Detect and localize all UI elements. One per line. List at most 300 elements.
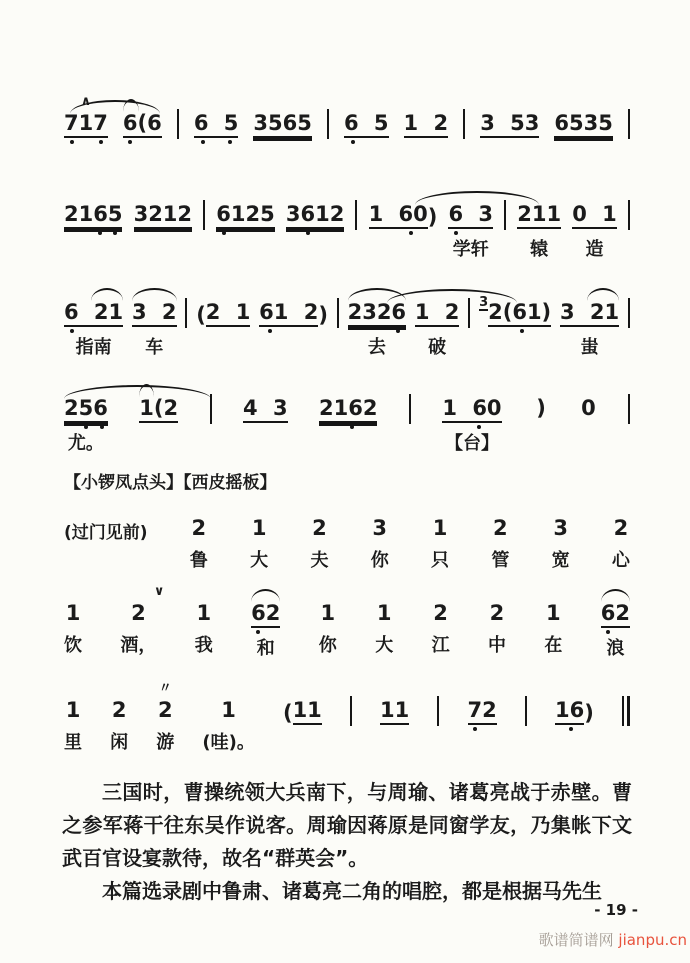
octave-dot-row bbox=[286, 229, 344, 237]
note-group bbox=[580, 380, 596, 453]
note-numbers bbox=[320, 601, 335, 625]
octave-dot-row bbox=[319, 625, 337, 633]
note-value: 1 bbox=[196, 601, 212, 625]
lyric-syllable: 中 bbox=[487, 635, 506, 656]
lyric-syllable: 去 bbox=[367, 337, 386, 358]
barline bbox=[327, 109, 329, 139]
octave-dot-row bbox=[216, 229, 274, 237]
octave-dot-row bbox=[375, 625, 393, 633]
lyric-syllable: 破 bbox=[428, 337, 447, 358]
note-value: 2 bbox=[613, 516, 629, 540]
note-numbers bbox=[517, 202, 561, 229]
note-numbers bbox=[252, 516, 267, 540]
note-group bbox=[319, 380, 377, 456]
octave-dot-row bbox=[415, 327, 460, 335]
octave-dot-row bbox=[348, 327, 406, 335]
octave-dot-row bbox=[64, 423, 108, 431]
note-value: 3 bbox=[553, 516, 568, 540]
note-group bbox=[554, 95, 612, 171]
low-octave-dot bbox=[98, 231, 102, 235]
octave-dot-row bbox=[380, 725, 409, 733]
lyric-syllable: 饮 bbox=[64, 635, 82, 656]
note-numbers bbox=[66, 601, 81, 625]
low-octave-dot bbox=[454, 231, 458, 235]
octave-dot-row bbox=[572, 229, 617, 237]
octave-dot-row bbox=[123, 138, 162, 146]
lyric-syllable: 指南 bbox=[75, 337, 112, 358]
note-value: 2 bbox=[493, 516, 508, 540]
note-group bbox=[286, 186, 344, 262]
note-group bbox=[110, 682, 128, 755]
breath-mark-icon: ∨ bbox=[153, 584, 165, 599]
slur-arc bbox=[91, 288, 124, 301]
lyric-syllable: 辕 bbox=[530, 239, 549, 260]
low-octave-dot bbox=[268, 329, 272, 333]
close-paren: ) bbox=[427, 205, 438, 229]
lyric-syllable: 浪 bbox=[606, 638, 625, 659]
octave-dot-row bbox=[431, 540, 449, 548]
note-value: 61 2 bbox=[259, 300, 318, 327]
lyric-syllable: 酒， bbox=[120, 635, 157, 656]
octave-dot-row bbox=[488, 625, 506, 633]
octave-dot-row bbox=[202, 722, 254, 730]
note-numbers bbox=[546, 601, 561, 625]
lyric-syllable: 造 bbox=[585, 239, 604, 260]
note-value: 2 bbox=[191, 516, 207, 540]
note-group bbox=[64, 284, 123, 360]
lyric-syllable: 夫 bbox=[310, 550, 329, 571]
low-octave-dot bbox=[350, 425, 354, 429]
note-value: 6 21 bbox=[64, 300, 123, 327]
lyric-syllable: 江 bbox=[431, 635, 450, 656]
inline-annotation: (过门见前) bbox=[64, 523, 148, 543]
barline bbox=[185, 298, 187, 328]
octave-dot-row bbox=[283, 725, 322, 733]
note-numbers bbox=[581, 396, 596, 420]
octave-dot-row bbox=[196, 327, 250, 335]
barline bbox=[203, 200, 205, 230]
note-value: 1 bbox=[376, 601, 392, 625]
low-octave-dot bbox=[222, 231, 226, 235]
note-group bbox=[310, 500, 328, 573]
octave-dot-row bbox=[344, 138, 389, 146]
lyric-syllable: 大 bbox=[250, 550, 269, 571]
note-numbers bbox=[442, 396, 501, 423]
note-value: 1 2 bbox=[415, 300, 460, 327]
note-numbers bbox=[601, 601, 630, 628]
octave-dot-row bbox=[560, 327, 619, 335]
note-numbers bbox=[312, 516, 327, 540]
lyric-syllable: 学轩 bbox=[452, 239, 489, 260]
note-numbers bbox=[480, 111, 539, 138]
note-value: 1(2 bbox=[139, 396, 178, 423]
note-value: 2 bbox=[433, 601, 448, 625]
lyric-syllable: 蚩 bbox=[580, 337, 599, 358]
open-paren: ( bbox=[282, 701, 293, 725]
lyric-syllable: 游 bbox=[156, 732, 175, 753]
low-octave-dot bbox=[100, 425, 104, 429]
note-value: 3612 bbox=[286, 202, 344, 229]
ornament-icon: 〃 bbox=[158, 681, 172, 696]
note-group bbox=[552, 500, 570, 573]
note-numbers bbox=[194, 111, 239, 138]
low-octave-dot bbox=[409, 231, 413, 235]
note-value: 717 bbox=[64, 111, 108, 138]
octave-dot-row bbox=[259, 327, 328, 335]
octave-dot-row bbox=[156, 722, 174, 730]
note-value: 6125 bbox=[216, 202, 274, 229]
note-numbers bbox=[319, 396, 377, 423]
octave-dot-row bbox=[253, 138, 311, 146]
lyric-syllable: 你 bbox=[370, 550, 389, 571]
note-value: 16 bbox=[555, 698, 584, 725]
note-group bbox=[196, 284, 250, 360]
note-value: 1 60 bbox=[442, 396, 501, 423]
note-numbers bbox=[64, 396, 108, 423]
note-value: 62 bbox=[251, 601, 280, 628]
note-group bbox=[601, 585, 630, 661]
barline bbox=[525, 696, 527, 726]
note-numbers bbox=[433, 601, 448, 625]
note-value: 1 bbox=[251, 516, 267, 540]
note-numbers bbox=[64, 300, 123, 327]
octave-dot-row bbox=[480, 138, 539, 146]
lyric-syllable: 在 bbox=[544, 635, 563, 656]
low-octave-dot bbox=[396, 329, 400, 333]
note-group bbox=[250, 500, 268, 573]
note-group bbox=[560, 284, 619, 360]
note-group bbox=[190, 500, 208, 573]
barline bbox=[437, 696, 439, 726]
note-numbers bbox=[221, 698, 236, 722]
note-group bbox=[156, 682, 174, 755]
octave-dot-row bbox=[64, 327, 123, 335]
note-value: 1 bbox=[65, 601, 81, 625]
octave-dot-row bbox=[194, 138, 239, 146]
octave-dot-row bbox=[120, 625, 156, 633]
note-group bbox=[544, 585, 562, 658]
note-numbers bbox=[283, 698, 322, 725]
note-numbers bbox=[132, 300, 177, 327]
note-group bbox=[120, 584, 165, 658]
score-line-4 bbox=[64, 380, 630, 456]
open-paren: ( bbox=[196, 303, 206, 327]
note-value: 2 bbox=[489, 601, 505, 625]
close-paren: ) bbox=[318, 303, 328, 327]
note-value: 11 bbox=[293, 698, 322, 725]
note-group bbox=[431, 500, 449, 573]
low-octave-dot bbox=[569, 727, 573, 731]
note-value: 2 bbox=[312, 516, 327, 540]
low-octave-dot bbox=[473, 727, 477, 731]
octave-dot-row bbox=[517, 229, 561, 237]
low-octave-dot bbox=[228, 140, 232, 144]
note-group bbox=[572, 186, 617, 262]
note-value: 1 2 bbox=[404, 111, 449, 138]
note-numbers bbox=[448, 202, 493, 229]
final-barline bbox=[622, 696, 630, 726]
note-numbers bbox=[554, 111, 612, 138]
low-octave-dot bbox=[201, 140, 205, 144]
intro-paragraph-1: 三国时，曹操统领大兵南下，与周瑜、诸葛亮战于赤壁。曹之参军蒋干往东吴作说客。周瑜因蒋原是同窗学友，乃集帐下文武百官设宴款待，故名“群英会”。 bbox=[62, 780, 632, 870]
note-value: 6535 bbox=[554, 111, 612, 138]
score-line-5 bbox=[64, 500, 630, 573]
note-numbers bbox=[468, 698, 497, 725]
note-numbers bbox=[286, 202, 344, 229]
note-group bbox=[344, 95, 389, 171]
note-numbers bbox=[158, 698, 173, 722]
note-group bbox=[64, 186, 122, 262]
lyric-syllable: 只 bbox=[431, 550, 450, 571]
note-value: 0 bbox=[581, 396, 596, 420]
octave-dot-row bbox=[64, 229, 122, 237]
note-numbers bbox=[64, 111, 108, 138]
note-value: 2(61) bbox=[488, 300, 551, 327]
note-group bbox=[488, 585, 506, 658]
lyric-syllable: 和 bbox=[256, 638, 275, 659]
octave-dot-row bbox=[190, 540, 208, 548]
note-value: 6 3 bbox=[448, 202, 493, 229]
note-value: 6(6 bbox=[123, 111, 162, 138]
note-numbers bbox=[479, 295, 552, 327]
barline bbox=[355, 200, 357, 230]
lyric-syllable: 闲 bbox=[110, 732, 129, 753]
low-octave-dot bbox=[351, 140, 355, 144]
low-octave-dot bbox=[113, 231, 117, 235]
score-line-7 bbox=[64, 682, 630, 758]
barline bbox=[177, 109, 179, 139]
note-group bbox=[480, 95, 539, 171]
note-numbers bbox=[344, 111, 389, 138]
note-value: 1 bbox=[65, 698, 81, 722]
note-numbers bbox=[243, 396, 288, 423]
note-numbers bbox=[380, 698, 409, 725]
note-group bbox=[243, 380, 288, 456]
grace-note: 3 bbox=[479, 295, 489, 310]
note-numbers bbox=[64, 202, 122, 229]
note-group bbox=[404, 95, 449, 171]
octave-dot-row bbox=[134, 229, 192, 237]
note-group bbox=[283, 682, 322, 758]
note-group bbox=[202, 682, 254, 755]
note-numbers bbox=[259, 300, 328, 327]
watermark-domain: jianpu.cn bbox=[618, 931, 687, 949]
score-line-1 bbox=[64, 95, 630, 171]
barline bbox=[463, 109, 465, 139]
page-number: - 19 - bbox=[594, 901, 638, 919]
note-value: 1 60 bbox=[369, 202, 428, 229]
note-group bbox=[64, 585, 82, 658]
note-value: 211 bbox=[517, 202, 561, 229]
note-group bbox=[375, 585, 393, 658]
note-numbers bbox=[372, 516, 387, 540]
note-value: 2 1 bbox=[206, 300, 251, 327]
barline bbox=[628, 298, 630, 328]
lyric-syllable: 管 bbox=[491, 550, 510, 571]
low-octave-dot bbox=[128, 140, 132, 144]
note-value: 2326 bbox=[348, 300, 406, 327]
lyric-syllable: 大 bbox=[375, 635, 394, 656]
barline bbox=[350, 696, 352, 726]
note-group bbox=[380, 682, 409, 758]
octave-dot-row bbox=[404, 138, 449, 146]
barline bbox=[628, 394, 630, 424]
note-numbers bbox=[490, 601, 505, 625]
note-value: 1 bbox=[320, 601, 336, 625]
note-numbers bbox=[614, 516, 629, 540]
note-group bbox=[253, 95, 311, 171]
slur-arc bbox=[251, 589, 280, 602]
note-value: 2 bbox=[157, 698, 173, 722]
octave-dot-row bbox=[554, 138, 612, 146]
note-numbers bbox=[134, 202, 192, 229]
lyric-syllable: 里 bbox=[64, 732, 82, 753]
octave-dot-row bbox=[64, 722, 82, 730]
lyric-syllable: 心 bbox=[611, 550, 630, 571]
note-value: 1 bbox=[221, 698, 236, 722]
note-numbers bbox=[196, 601, 211, 625]
low-octave-dot bbox=[306, 231, 310, 235]
lyric-syllable: 尤。 bbox=[67, 433, 104, 454]
note-value: 4 3 bbox=[243, 396, 288, 423]
note-group bbox=[64, 682, 82, 755]
note-group bbox=[533, 380, 549, 453]
note-value: 3 bbox=[372, 516, 388, 540]
note-numbers bbox=[415, 300, 460, 327]
low-octave-dot bbox=[70, 140, 74, 144]
octave-dot-row bbox=[64, 625, 82, 633]
slur-arc bbox=[132, 288, 177, 301]
note-numbers bbox=[253, 111, 311, 138]
octave-dot-row bbox=[319, 423, 377, 431]
note-value: ) bbox=[536, 396, 546, 420]
note-value: 3 21 bbox=[560, 300, 619, 327]
note-numbers bbox=[123, 111, 162, 138]
score-line-6 bbox=[64, 585, 630, 661]
octave-dot-row bbox=[448, 229, 493, 237]
octave-dot-row bbox=[612, 540, 630, 548]
lyric-syllable: (哇)。 bbox=[202, 732, 255, 753]
low-octave-dot bbox=[477, 425, 481, 429]
low-octave-dot bbox=[84, 425, 88, 429]
note-numbers bbox=[112, 698, 127, 722]
note-value: 6 5 bbox=[344, 111, 389, 138]
octave-dot-row bbox=[468, 725, 497, 733]
note-value: 2 bbox=[131, 601, 146, 625]
barline bbox=[628, 200, 630, 230]
octave-dot-row bbox=[479, 327, 551, 335]
low-octave-dot bbox=[520, 329, 524, 333]
note-group bbox=[216, 186, 274, 262]
note-group bbox=[442, 380, 501, 456]
octave-dot-row bbox=[310, 540, 328, 548]
note-numbers bbox=[493, 516, 508, 540]
intro-text-block bbox=[62, 776, 632, 908]
lyric-syllable: 鲁 bbox=[189, 550, 208, 571]
note-value: 11 bbox=[380, 698, 409, 725]
note-numbers bbox=[433, 516, 448, 540]
octave-dot-row bbox=[250, 540, 268, 548]
octave-dot-row bbox=[580, 420, 596, 428]
note-value: 2 bbox=[111, 698, 127, 722]
note-group bbox=[491, 500, 509, 573]
octave-dot-row bbox=[64, 138, 108, 146]
note-numbers bbox=[216, 202, 274, 229]
octave-dot-row bbox=[110, 722, 128, 730]
octave-dot-row bbox=[544, 625, 562, 633]
low-octave-dot bbox=[99, 140, 103, 144]
low-octave-dot bbox=[606, 630, 610, 634]
note-group bbox=[195, 585, 213, 658]
note-value: 2162 bbox=[319, 396, 377, 423]
octave-dot-row bbox=[442, 423, 501, 431]
note-group bbox=[251, 585, 280, 661]
note-group bbox=[555, 682, 594, 758]
lyric-syllable: 我 bbox=[194, 635, 213, 656]
note-numbers bbox=[251, 601, 280, 628]
score-line-2 bbox=[64, 186, 630, 262]
octave-dot-row bbox=[432, 625, 450, 633]
intro-paragraph-2: 本篇选录剧中鲁肃、诸葛亮二角的唱腔，都是根据马先生 bbox=[102, 879, 602, 903]
barline bbox=[409, 394, 411, 424]
octave-dot-row bbox=[555, 725, 594, 733]
octave-dot-row bbox=[132, 327, 177, 335]
barline bbox=[628, 109, 630, 139]
note-numbers bbox=[196, 300, 250, 327]
note-value: 3565 bbox=[253, 111, 311, 138]
note-group bbox=[432, 585, 450, 658]
watermark-site-name: 歌谱简谱网 bbox=[538, 931, 614, 949]
note-value: 0 1 bbox=[572, 202, 617, 229]
octave-dot-row bbox=[251, 628, 280, 636]
note-numbers bbox=[377, 601, 392, 625]
note-numbers bbox=[560, 300, 619, 327]
lyric-syllable: 【台】 bbox=[444, 433, 499, 454]
note-numbers bbox=[553, 516, 568, 540]
score-line-3 bbox=[64, 284, 630, 360]
barline bbox=[337, 298, 339, 328]
octave-dot-row bbox=[371, 540, 389, 548]
note-numbers bbox=[139, 396, 178, 423]
note-numbers bbox=[555, 698, 594, 725]
note-group bbox=[612, 500, 630, 573]
note-group bbox=[259, 284, 328, 360]
note-numbers bbox=[536, 396, 546, 420]
ornament-icon: ∧ bbox=[80, 94, 92, 109]
note-numbers bbox=[369, 202, 438, 229]
note-numbers bbox=[66, 698, 81, 722]
note-numbers bbox=[192, 516, 207, 540]
note-value: 6 5 bbox=[194, 111, 239, 138]
note-value: 2165 bbox=[64, 202, 122, 229]
lyric-syllable: 你 bbox=[318, 635, 337, 656]
octave-dot-row bbox=[601, 628, 630, 636]
octave-dot-row bbox=[491, 540, 509, 548]
note-value: 3 53 bbox=[480, 111, 539, 138]
octave-dot-row bbox=[369, 229, 438, 237]
note-group bbox=[194, 95, 239, 171]
note-value: 62 bbox=[601, 601, 630, 628]
note-value: 3212 bbox=[134, 202, 192, 229]
slur-arc bbox=[601, 589, 630, 602]
octave-dot-row bbox=[243, 423, 288, 431]
note-numbers bbox=[348, 300, 406, 327]
octave-dot-row bbox=[552, 540, 570, 548]
note-value: 256 bbox=[64, 396, 108, 423]
note-group bbox=[319, 585, 337, 658]
lyric-syllable: 车 bbox=[145, 337, 164, 358]
octave-dot-row bbox=[195, 625, 213, 633]
